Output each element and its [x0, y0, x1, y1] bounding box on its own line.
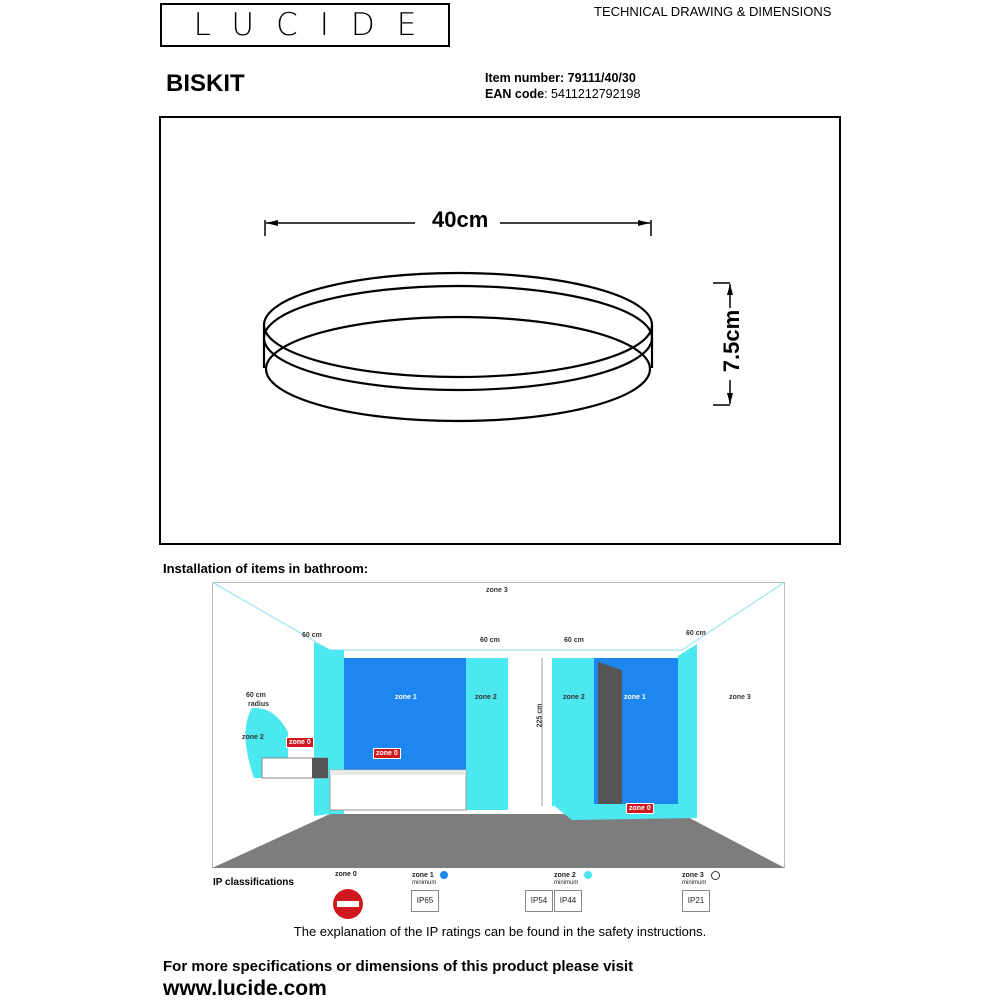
zone2-mid-left: [466, 658, 508, 810]
dimension-60cm-right: 60 cm: [686, 630, 706, 637]
no-entry-icon: [332, 888, 364, 920]
ip-zone1-label: zone 1: [412, 872, 434, 879]
fixture-band-lower: [264, 286, 652, 390]
fixture-outline: [264, 273, 652, 421]
ip-zone2-label: zone 2: [554, 872, 576, 879]
ip-zone1-minimum: minimum: [412, 880, 437, 886]
zone0-bath-tag: zone 0: [373, 748, 401, 759]
zone2-color-dot: [584, 871, 592, 879]
document-title: TECHNICAL DRAWING & DIMENSIONS: [594, 4, 832, 19]
ip-zone3-label: zone 3: [682, 872, 704, 879]
width-arrow-right: [638, 220, 650, 226]
zone3-color-dot: [711, 871, 720, 880]
ip-zone2-minimum: minimum: [554, 880, 579, 886]
zone2-basin-label: zone 2: [242, 734, 264, 741]
bathroom-zones-graphic: [212, 582, 785, 868]
sink-cabinet: [312, 758, 328, 778]
height-225cm-label: 225 cm: [536, 703, 544, 728]
zone2-mid-left-label: zone 2: [475, 694, 497, 701]
ip21-box: IP21: [682, 890, 710, 912]
height-arrow-bottom: [727, 393, 733, 404]
ip-zone3-minimum: minimum: [682, 880, 707, 886]
ip65-box: IP65: [411, 890, 439, 912]
zone3-top-label: zone 3: [486, 587, 508, 594]
zone1-color-dot: [440, 871, 448, 879]
zone2-shower-floor: [552, 804, 697, 820]
website-link[interactable]: www.lucide.com: [163, 977, 327, 1000]
zone1-right-label: zone 1: [624, 694, 646, 701]
fixture-bottom-ellipse: [266, 317, 650, 421]
width-dimension-label: 40cm: [432, 207, 489, 232]
bathtub: [330, 770, 466, 810]
ip54-box: IP54: [525, 890, 553, 912]
width-arrow-left: [266, 220, 278, 226]
fixture-top-rim: [264, 273, 652, 377]
radius-60cm-label: 60 cm: [246, 692, 266, 699]
ean-label: EAN code: [485, 87, 545, 101]
zone0-basin-tag: zone 0: [286, 737, 314, 748]
zone2-mid-right-label: zone 2: [563, 694, 585, 701]
zone2-mid-right: [552, 658, 594, 806]
product-name: BISKIT: [166, 70, 245, 97]
item-number-value: : 79111/40/30: [560, 71, 636, 85]
ip44-box: IP44: [554, 890, 582, 912]
zone2-left-wall: [314, 642, 330, 816]
ip-explanation-note: The explanation of the IP ratings can be found in the safety instructions.: [293, 924, 707, 939]
dimension-60cm-mid-right: 60 cm: [564, 637, 584, 644]
zone0-shower-tag: zone 0: [626, 803, 654, 814]
item-number-label: Item number: [485, 71, 561, 85]
ean-value: : 5411212792198: [544, 87, 641, 101]
zone3-right-label: zone 3: [729, 694, 751, 701]
bathroom-illustration: [212, 582, 785, 868]
radius-word-label: radius: [248, 701, 270, 708]
brand-logo-text: LUCIDE: [193, 7, 439, 43]
bathtub-rim: [330, 770, 466, 775]
dimension-60cm-left: 60 cm: [302, 632, 322, 639]
height-arrow-top: [727, 284, 733, 295]
zone2-right-wall: [678, 644, 697, 818]
shower-glass-panel: [598, 662, 622, 812]
ip-zone0-label: zone 0: [335, 871, 357, 878]
zone1-left-label: zone 1: [395, 694, 417, 701]
bathroom-section-title: Installation of items in bathroom:: [163, 561, 369, 576]
more-specs-text: For more specifications or dimensions of this product please visit: [163, 958, 634, 975]
dimension-60cm-mid-left: 60 cm: [480, 637, 500, 644]
height-dimension-label: 7.5cm: [719, 309, 744, 373]
ip-classifications-title: IP classifications: [213, 877, 294, 888]
